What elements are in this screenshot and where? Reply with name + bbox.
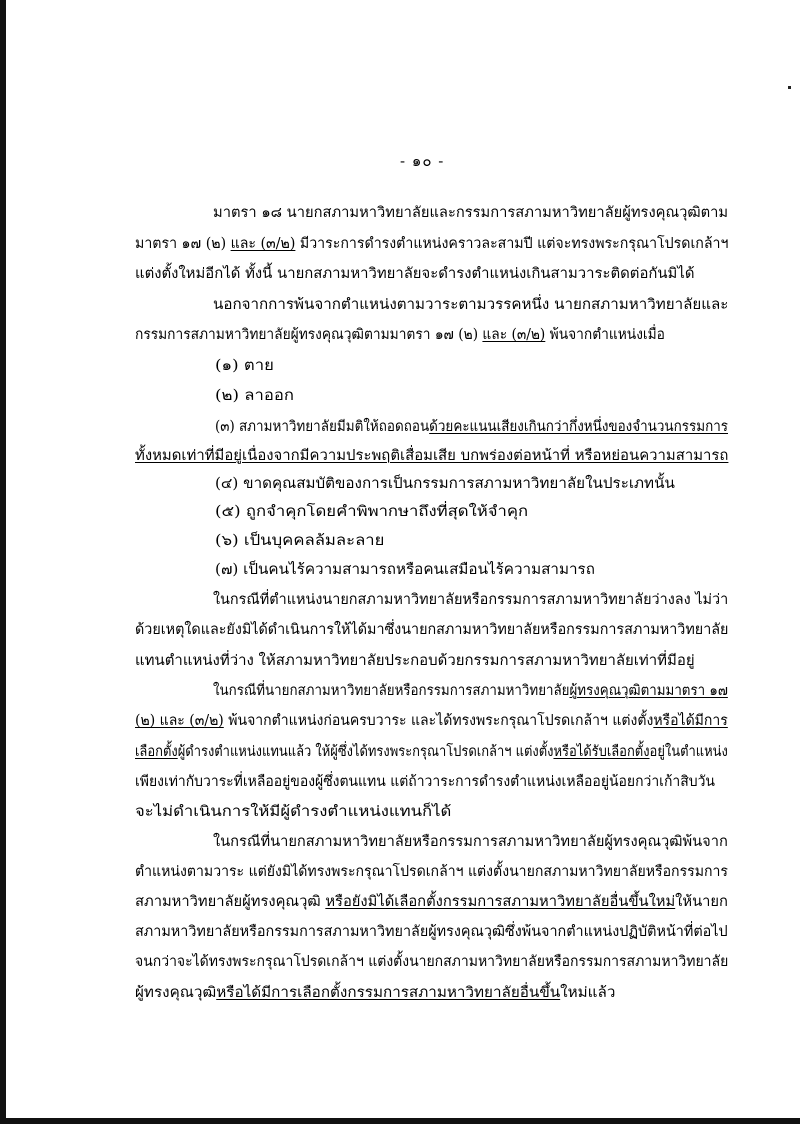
text-span: (๓) สภามหาวิทยาลัยมีมติให้ถอดถอน — [215, 419, 430, 435]
underlined-text: ผู้ทรงคุณวุฒิตามมาตรา ๑๗ — [569, 683, 728, 699]
text-line — [135, 802, 451, 822]
text-span: ในกรณีที่ตำแหน่งนายกสภามหาวิทยาลัยหรือกรรมการสภามหาวิทยาลัยว่างลง ไม่ว่า — [213, 592, 729, 608]
underlined-text: และ (๓/๒) — [482, 327, 546, 343]
text-line — [135, 772, 715, 792]
text-span: (๔) ขาดคุณสมบัติของการเป็นกรรมการสภามหาวิทยาลัยในประเภทนั้น — [215, 476, 675, 492]
text-span: ในกรณีที่นายกสภามหาวิทยาลัยหรือกรรมการสภามหาวิทยาลัยผู้ทรงคุณวุฒิพ้นจาก — [213, 834, 728, 850]
text-line — [213, 590, 728, 610]
underlined-text: และ (๓/๒) — [230, 236, 296, 252]
text-span: (๗) เป็นคนไร้ความสามารถหรือคนเสมือนไร้ความสามารถ — [215, 562, 595, 578]
text-span: อยู่ในตำแหน่ง — [649, 744, 728, 760]
underlined-text: เลือกตั้ง — [135, 744, 178, 760]
scan-border-bottom — [0, 1118, 800, 1124]
underlined-text: หรือได้มีการ — [653, 713, 728, 729]
text-line — [135, 983, 615, 1003]
text-line — [215, 502, 528, 522]
underlined-text: หรือได้รับเลือกตั้ง — [553, 744, 650, 760]
text-span: ให้นายก — [675, 894, 728, 910]
text-line — [215, 417, 728, 437]
scan-speck — [788, 86, 791, 89]
text-line — [213, 681, 728, 701]
underlined-text: หรือยังมิได้เลือกตั้งกรรมการสภามหาวิทยาลัยอื่นขึ้นใหม่ — [325, 894, 676, 910]
text-line — [135, 234, 728, 254]
text-line — [215, 386, 294, 406]
underlined-text: ด้วยคะแนนเสียงเกินกว่ากึ่งหนึ่งของจำนวนกรรมการ — [429, 419, 728, 435]
text-span: เพียงเท่ากับวาระที่เหลืออยู่ของผู้ซึ่งตนแทน แต่ถ้าวาระการดำรงตำแหน่งเหลืออยู่น้อยกว่าเก้าสิบวัน — [135, 774, 715, 790]
text-line — [135, 892, 728, 912]
text-span: มีวาระการดำรงตำแหน่งคราวละสามปี แต่จะทรงพระกรุณาโปรดเกล้าฯ — [295, 236, 729, 252]
text-line — [135, 862, 728, 882]
text-line — [135, 711, 728, 731]
text-span: จะไม่ดำเนินการให้มีผู้ดำรงตำแหน่งแทนก็ได้ — [135, 804, 452, 820]
text-line — [215, 474, 675, 494]
text-span: แทนตำแหน่งที่ว่าง ให้สภามหาวิทยาลัยประกอบด้วยกรรมการสภามหาวิทยาลัยเท่าที่มีอยู่ — [135, 653, 695, 669]
text-span: สภามหาวิทยาลัยหรือกรรมการสภามหาวิทยาลัยผู้ทรงคุณวุฒิซึ่งพ้นจากตำแหน่งปฏิบัติหน้าที่ต่อไป — [135, 924, 728, 940]
text-line — [135, 620, 728, 640]
scan-border-left — [0, 0, 6, 1124]
text-span: (๒) ลาออก — [215, 388, 295, 404]
text-span: พ้นจากตำแหน่งเมื่อ — [545, 327, 665, 343]
text-line — [215, 356, 274, 376]
text-span: ด้วยเหตุใดและยังมิได้ดำเนินการให้ได้มาซึ่งนายกสภามหาวิทยาลัยหรือกรรมการสภามหาวิทยาลัย — [135, 622, 729, 638]
text-line — [213, 203, 728, 223]
text-line — [135, 952, 728, 972]
text-span: แต่งตั้งใหม่อีกได้ ทั้งนี้ นายกสภามหาวิทยาลัยจะดำรงตำแหน่งเกินสามวาระติดต่อกันมิได้ — [135, 266, 695, 282]
text-span: (๖) เป็นบุคคลล้มละลาย — [215, 533, 385, 549]
text-line — [135, 264, 694, 284]
text-span: กรรมการสภามหาวิทยาลัยผู้ทรงคุณวุฒิตามมาตรา ๑๗ (๒) — [135, 327, 483, 343]
text-span: (๕) ถูกจำคุกโดยคำพิพากษาถึงที่สุดให้จำคุก — [215, 504, 529, 520]
text-line — [213, 295, 728, 315]
text-span: นอกจากการพ้นจากตำแหน่งตามวาระตามวรรคหนึ่ง นายกสภามหาวิทยาลัยและ — [213, 297, 729, 313]
text-line — [215, 531, 384, 551]
text-line — [135, 325, 665, 345]
underlined-text: (๒) และ (๓/๒) — [135, 713, 224, 729]
text-span: ในกรณีที่นายกสภามหาวิทยาลัยหรือกรรมการสภามหาวิทยาลัย — [213, 683, 570, 699]
page-number: - ๑๐ - — [400, 152, 445, 170]
text-span: มาตรา ๑๘ นายกสภามหาวิทยาลัยและกรรมการสภามหาวิทยาลัยผู้ทรงคุณวุฒิตาม — [213, 205, 729, 221]
text-line — [135, 446, 728, 466]
text-span: (๑) ตาย — [215, 358, 274, 374]
underlined-text: หรือได้มีการเลือกตั้งกรรมการสภามหาวิทยาลัยอื่นขึ้น — [216, 985, 561, 1001]
text-line — [135, 922, 728, 942]
text-line — [135, 742, 728, 762]
text-line — [213, 832, 728, 852]
text-span: สภามหาวิทยาลัยผู้ทรงคุณวุฒิ — [135, 894, 326, 910]
text-span: ผู้ดำรงตำแหน่งแทนแล้ว ให้ผู้ซึ่งได้ทรงพระกรุณาโปรดเกล้าฯ แต่งตั้ง — [177, 744, 554, 760]
text-span: พ้นจากตำแหน่งก่อนครบวาระ และได้ทรงพระกรุณาโปรดเกล้าฯ แต่งตั้ง — [223, 713, 654, 729]
text-span: ผู้ทรงคุณวุฒิ — [135, 985, 217, 1001]
text-span: มาตรา ๑๗ (๒) — [135, 236, 231, 252]
underlined-text: ทั้งหมดเท่าที่มีอยู่เนื่องจากมีความประพฤติเสื่อมเสีย บกพร่องต่อหน้าที่ หรือหย่อนความสามารถ — [135, 448, 729, 464]
text-span: จนกว่าจะได้ทรงพระกรุณาโปรดเกล้าฯ แต่งตั้งนายกสภามหาวิทยาลัยหรือกรรมการสภามหาวิทยาลัย — [135, 954, 729, 970]
text-line — [135, 651, 695, 671]
text-line — [215, 560, 595, 580]
text-span: ตำแหน่งตามวาระ แต่ยังมิได้ทรงพระกรุณาโปรดเกล้าฯ แต่งตั้งนายกสภามหาวิทยาลัยหรือกรรมการ — [135, 864, 728, 880]
text-span: ใหม่แล้ว — [560, 985, 616, 1001]
